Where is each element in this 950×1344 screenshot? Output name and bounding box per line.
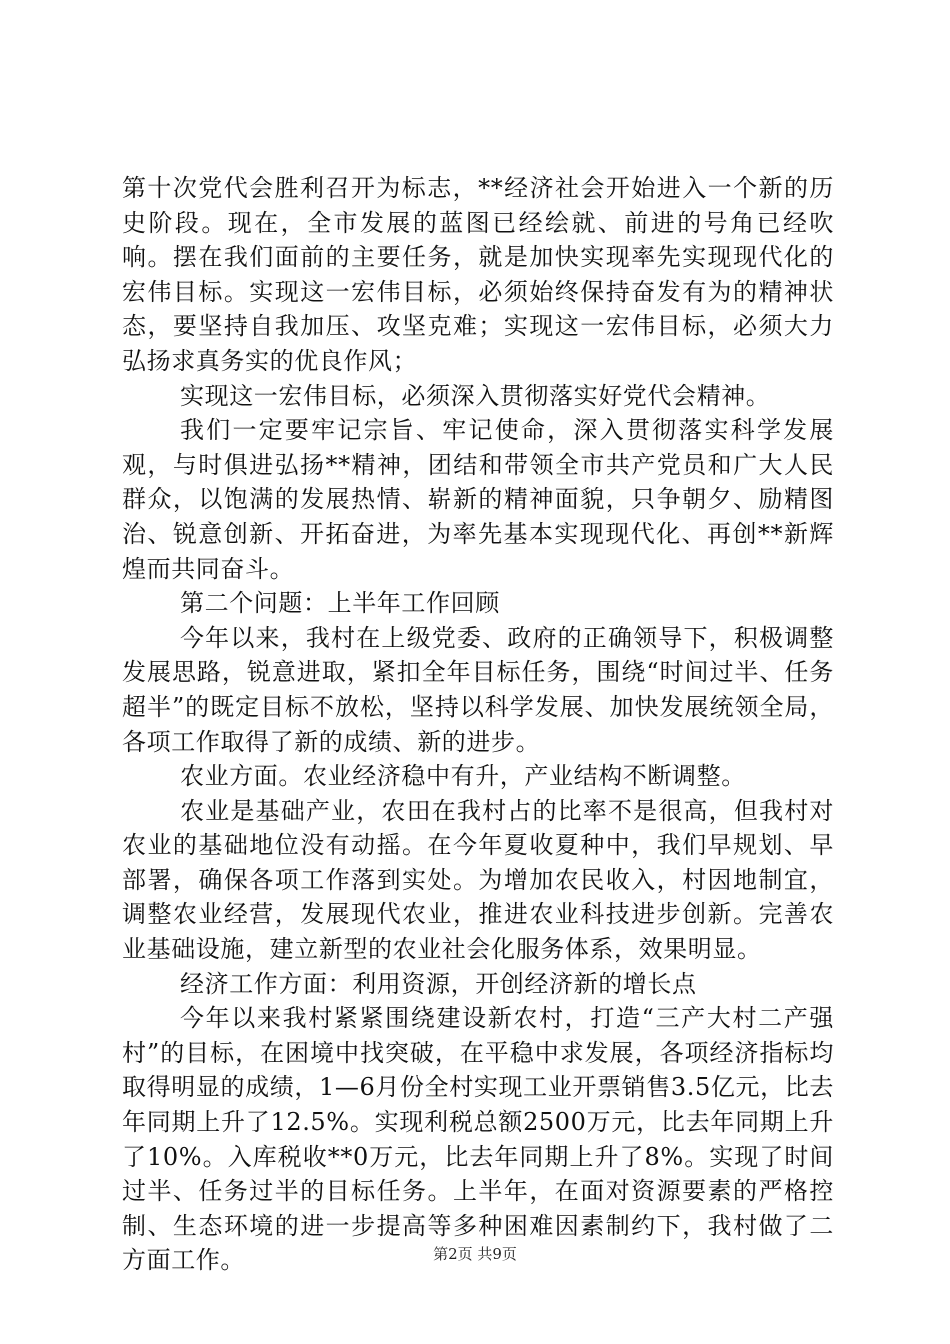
paragraph: 今年以来我村紧紧围绕建设新农村，打造“三产大村二产强村”的目标，在困境中找突破，在平稳中求发展，各项经济指标均取得明显的成绩，1—6月份全村实现工业开票销售3.5亿元，比去年同期上升了12.5%。实现利税总额2500万元，比去年同期上升了10%。入库税收**0万元，比去年同期上升了8%。实现了时间过半、任务过半的目标任务。上半年，在面对资源要素的严格控制、生态环境的进一步提高等多种困难因素制约下，我村做了二方面工作。 [122,1004,834,1275]
subsection-heading: 经济工作方面：利用资源，开创经济新的增长点 [180,969,697,998]
paragraph: 实现这一宏伟目标，必须深入贯彻落实好党代会精神。 [180,381,771,410]
paragraph: 我们一定要牢记宗旨、牢记使命，深入贯彻落实科学发展观，与时俱进弘扬**精神，团结和带领全市共产党员和广大人民群众，以饱满的发展热情、崭新的精神面貌，只争朝夕、励精图治、锐意创新、开拓奋进，为率先基本实现现代化、再创**新辉煌而共同奋斗。 [122,416,834,583]
page-number-footer: 第2页 共9页 [433,1245,517,1263]
paragraph: 今年以来，我村在上级党委、政府的正确领导下，积极调整发展思路，锐意进取，紧扣全年目标任务，围绕“时间过半、任务超半”的既定目标不放松，坚持以科学发展、加快发展统领全局，各项工作取得了新的成绩、新的进步。 [122,623,834,756]
paragraph: 农业是基础产业，农田在我村占的比率不是很高，但我村对农业的基础地位没有动摇。在今年夏收夏种中，我们早规划、早部署，确保各项工作落到实处。为增加农民收入，村因地制宜，调整农业经营，发展现代农业，推进农业科技进步创新。完善农业基础设施，建立新型的农业社会化服务体系，效果明显。 [122,796,834,964]
section-heading: 第二个问题：上半年工作回顾 [180,589,500,618]
subsection-heading: 农业方面。农业经济稳中有升，产业结构不断调整。 [180,762,746,791]
document-body [122,171,834,1278]
paragraph: 第十次党代会胜利召开为标志，**经济社会开始进入一个新的历史阶段。现在，全市发展的蓝图已经绘就、前进的号角已经吹响。摆在我们面前的主要任务，就是加快实现率先实现现代化的宏伟目标。实现这一宏伟目标，必须始终保持奋发有为的精神状态，要坚持自我加压、攻坚克难；实现这一宏伟目标，必须大力弘扬求真务实的优良作风； [122,174,834,375]
